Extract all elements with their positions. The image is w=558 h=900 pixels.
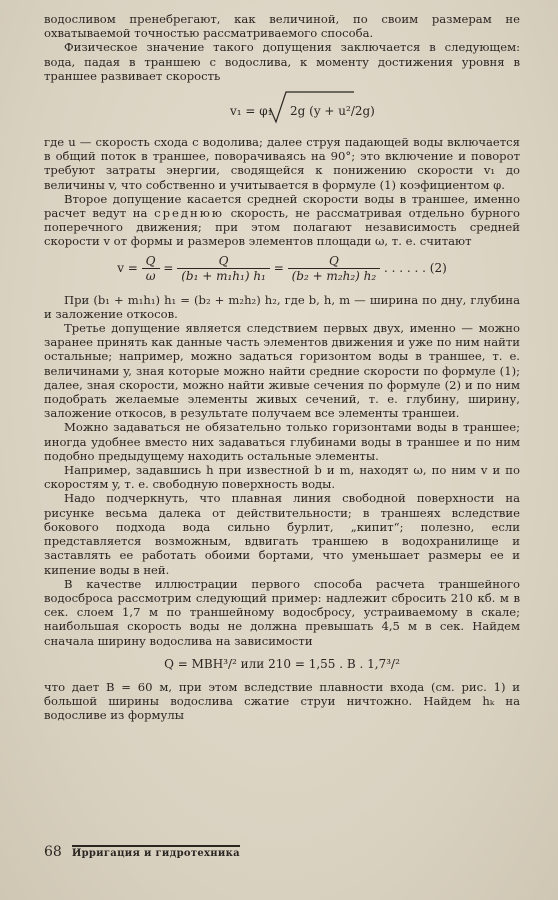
page-footer	[44, 844, 240, 860]
paragraph-1: водосливом пренебрегают, как величиной, по своим размерам не охватываемой точностью рассматриваемого способа.	[44, 12, 520, 41]
formula2-term1-den: ω	[145, 268, 156, 283]
formula2-term3-den: (b₂ + m₂h₂) h₂	[291, 268, 377, 283]
paragraph-4	[44, 192, 520, 249]
formula2-eq-2: =	[273, 260, 284, 275]
formula-mean-velocity	[44, 254, 520, 288]
formula2-lhs: v =	[117, 260, 138, 275]
paragraph-9: Надо подчеркнуть, что плавная линия свободной поверхности на рисунке весьма далека от действительности; в траншеях вследствие бокового подхода вода сильно бурлит, „кипит“; полезно, если представляется возможным, вдвигать траншею в водохранилище и заставлять ее работать обоими бортами, что уменьшает размеры ее и кипение воды в ней.	[44, 491, 520, 577]
paragraph-8: Например, задавшись h при известной b и m, находят ω, по ним v и по скоростям y, т. е. свободную поверхность воды.	[44, 463, 520, 492]
paragraph-6: Третье допущение является следствием первых двух, именно — можно заранее принять как данные часть элементов движения и уже по ним найти остальные; например, можно задаться горизонтом воды в траншее, т. е. величинами y, зная которые можно найти средние скорости по формуле (1); далее, зная скорости, можно найти живые сечения по формуле (2) и по ним подобрать желаемые элементы живых сечений, т. е. глубину, ширину, заложение откосов, в результате получаем все элементы траншеи.	[44, 321, 520, 421]
formula2-term1	[142, 254, 160, 283]
paragraph-2: Физическое значение такого допущения заключается в следующем: вода, падая в траншею с водослива, к моменту достижения уровня в траншее развивает скорость	[44, 40, 520, 83]
paragraph-7: Можно задаваться не обязательно только горизонтами воды в траншее; иногда удобнее вместо них задаваться глубинами воды в траншее и по ним подобно предыдущему находить остальные элементы.	[44, 420, 520, 463]
formula2-term3	[288, 254, 381, 283]
formula-velocity-radicand: 2g (y + u²/2g)	[290, 104, 375, 119]
page-number: 68	[44, 844, 62, 860]
paragraph-10: В качестве иллюстрации первого способа расчета траншейного водосброса рассмотрим следующий пример: надлежит сбросить 210 кб. м в сек. слоем 1,7 м по траншейному водосбросу, устраиваемому в скале; наибольшая скорость воды не должна превышать 4,5 м в сек. Найдем сначала ширину водослива на зависимости	[44, 576, 520, 648]
formula2-term2-den: (b₁ + m₁h₁) h₁	[181, 268, 266, 283]
formula2-term2	[177, 254, 270, 283]
journal-title: Ирригация и гидротехника	[72, 845, 240, 859]
paragraph-4-part-c: скорость, не рассматривая отдельно бурного поперечного движения; при этом полагают независимость средней скорости v от формы и размеров элементов площади ω, т. е. считают	[44, 206, 521, 249]
paragraph-4-emphasis: среднюю	[154, 206, 224, 221]
formula2-tag: . . . . . . (2)	[384, 260, 447, 275]
paragraph-5: При (b₁ + m₁h₁) h₁ = (b₂ + m₂h₂) h₂, где b, h, m — ширина по дну, глубина и заложение откосов.	[44, 292, 520, 321]
paragraph-3: где u — скорость схода с водолива; далее струя падающей воды включается в общий поток в траншее, поворачиваясь на 90°; это включение и поворот требуют затраты энергии, сводящейся к понижению скорости v₁ до величины v, что собственно и учитывается в формуле (1) коэфициентом φ.	[44, 135, 520, 192]
formula2-term3-num: Q	[288, 254, 381, 269]
formula-velocity-lhs: v₁ = φ₁	[230, 104, 273, 119]
paragraph-11: что дает B = 60 м, при этом вследствие плавности входа (см. рис. 1) и большой ширины водослива сжатие струи ничтожно. Найдем hₖ на водосливе из формулы	[44, 679, 520, 723]
formula-discharge: Q = MBH³/² или 210 = 1,55 . B . 1,7³/²	[164, 656, 400, 671]
formula-velocity-graphic	[44, 88, 520, 130]
formula2-eq-1: =	[163, 260, 174, 275]
paragraph-4-part-a: Второе допущение касается средней скорости воды в траншее, именно расчет ведут на	[44, 191, 520, 221]
formula2-term2-num: Q	[177, 254, 270, 269]
formula2-term1-num: Q	[142, 254, 160, 269]
formula-velocity	[44, 88, 520, 130]
